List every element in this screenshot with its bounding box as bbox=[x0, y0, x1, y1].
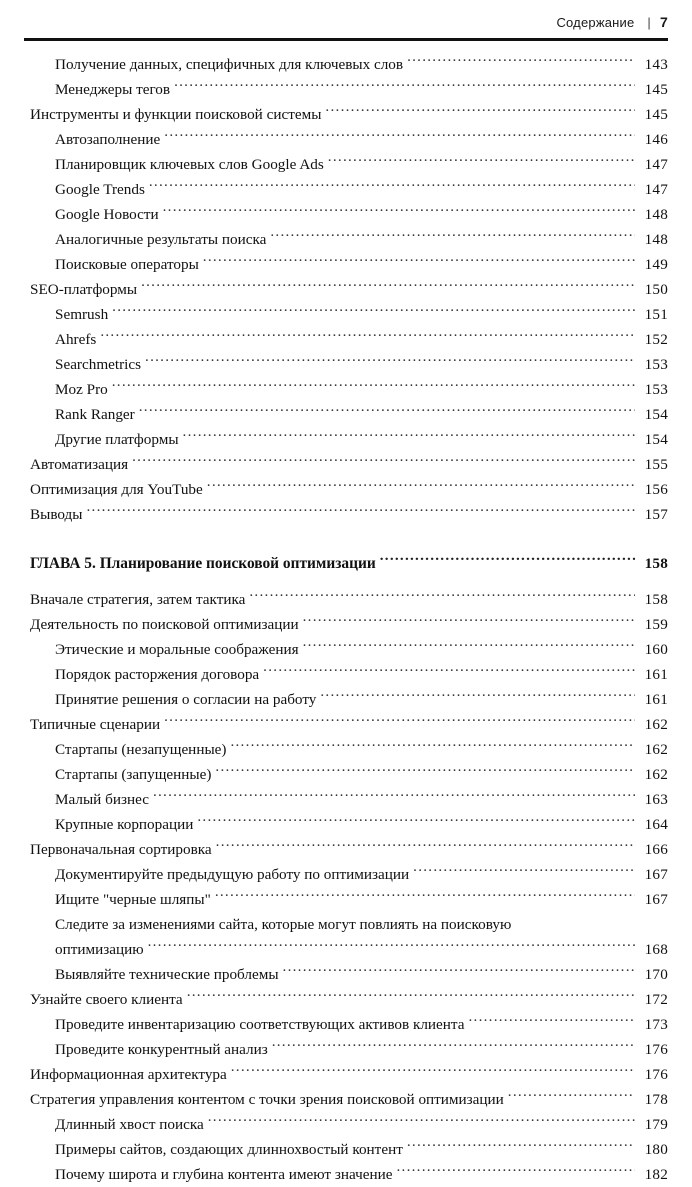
toc-entry-title: Стартапы (запущенные) bbox=[55, 766, 212, 783]
dot-leader bbox=[230, 739, 635, 754]
toc-entry-page-number: 176 bbox=[644, 1041, 668, 1058]
dot-leader bbox=[164, 714, 635, 729]
dot-leader bbox=[148, 939, 635, 954]
toc-entry-title: Узнайте своего клиента bbox=[30, 991, 183, 1008]
toc-entry[interactable] bbox=[0, 862, 692, 887]
dot-leader bbox=[208, 1114, 635, 1129]
toc-entry-page-number: 178 bbox=[644, 1091, 668, 1108]
toc-entry-title: Информационная архитектура bbox=[30, 1066, 227, 1083]
toc-entry-page-number: 147 bbox=[644, 181, 668, 198]
toc-entry-title: Длинный хвост поиска bbox=[55, 1116, 204, 1133]
dot-leader bbox=[163, 204, 635, 219]
toc-entry-title: Ahrefs bbox=[55, 331, 97, 348]
toc-entry-page-number: 158 bbox=[644, 555, 668, 572]
dot-leader bbox=[231, 1064, 635, 1079]
toc-entry-title: Rank Ranger bbox=[55, 406, 135, 423]
toc-entry[interactable] bbox=[0, 712, 692, 737]
dot-leader bbox=[87, 504, 636, 519]
toc-entry-page-number: 160 bbox=[644, 641, 668, 658]
toc-entry-title: Google Новости bbox=[55, 206, 159, 223]
toc-entry-title: Оптимизация для YouTube bbox=[30, 481, 203, 498]
running-head-separator: | bbox=[647, 15, 651, 30]
toc-entry-page-number: 146 bbox=[644, 131, 668, 148]
toc-entry[interactable] bbox=[0, 612, 692, 637]
toc-entry-title: Крупные корпорации bbox=[55, 816, 194, 833]
toc-entry-page-number: 148 bbox=[644, 206, 668, 223]
toc-entry[interactable] bbox=[0, 127, 692, 152]
toc-entry[interactable] bbox=[0, 227, 692, 252]
toc-entry-list bbox=[0, 52, 692, 1187]
toc-entry-title: Semrush bbox=[55, 306, 109, 323]
toc-entry-title: Выводы bbox=[30, 506, 83, 523]
toc-entry-title: Этические и моральные соображения bbox=[55, 641, 299, 658]
toc-entry[interactable] bbox=[0, 787, 692, 812]
dot-leader bbox=[203, 254, 635, 269]
toc-entry-page-number: 154 bbox=[644, 406, 668, 423]
toc-entry[interactable] bbox=[0, 1137, 692, 1162]
toc-entry-page-number: 162 bbox=[644, 716, 668, 733]
running-head-title: Содержание bbox=[556, 15, 635, 30]
toc-entry[interactable] bbox=[0, 887, 692, 912]
toc-entry[interactable] bbox=[0, 452, 692, 477]
toc-entry-title: Moz Pro bbox=[55, 381, 108, 398]
toc-entry-page-number: 153 bbox=[644, 356, 668, 373]
toc-entry-title: Автоматизация bbox=[30, 456, 129, 473]
dot-leader bbox=[303, 614, 635, 629]
running-head bbox=[24, 14, 668, 36]
header-divider bbox=[24, 38, 668, 41]
toc-entry-title-line1: Следите за изменениями сайта, которые могут повлиять на поисковую bbox=[55, 916, 512, 933]
toc-entry-page-number: 167 bbox=[644, 891, 668, 908]
dot-leader bbox=[407, 1139, 635, 1154]
toc-entry-title: Документируйте предыдущую работу по оптимизации bbox=[55, 866, 410, 883]
toc-entry-page-number: 149 bbox=[644, 256, 668, 273]
toc-entry-page-number: 145 bbox=[644, 81, 668, 98]
dot-leader bbox=[216, 839, 635, 854]
toc-entry-page-number: 145 bbox=[644, 106, 668, 123]
toc-entry-page-number: 162 bbox=[644, 741, 668, 758]
dot-leader bbox=[100, 329, 635, 344]
toc-entry-title: Порядок расторжения договора bbox=[55, 666, 260, 683]
toc-chapter-entry[interactable] bbox=[0, 551, 692, 576]
toc-entry[interactable] bbox=[0, 637, 692, 662]
dot-leader bbox=[215, 764, 635, 779]
toc-entry-title: Поисковые операторы bbox=[55, 256, 199, 273]
toc-entry[interactable] bbox=[0, 52, 692, 77]
toc-entry-title: Типичные сценарии bbox=[30, 716, 161, 733]
toc-entry-title: Google Trends bbox=[55, 181, 145, 198]
toc-entry[interactable] bbox=[0, 277, 692, 302]
dot-leader bbox=[174, 79, 635, 94]
dot-leader bbox=[112, 304, 635, 319]
toc-entry-title: Проведите конкурентный анализ bbox=[55, 1041, 268, 1058]
toc-entry-title: Менеджеры тегов bbox=[55, 81, 171, 98]
toc-entry-page-number: 161 bbox=[644, 666, 668, 683]
dot-leader bbox=[283, 964, 635, 979]
toc-entry[interactable] bbox=[0, 77, 692, 102]
toc-entry[interactable] bbox=[0, 587, 692, 612]
toc-entry-title: Планировщик ключевых слов Google Ads bbox=[55, 156, 324, 173]
toc-entry-page-number: 172 bbox=[644, 991, 668, 1008]
dot-leader bbox=[132, 454, 635, 469]
toc-entry-page-number: 173 bbox=[644, 1016, 668, 1033]
toc-entry[interactable] bbox=[0, 1012, 692, 1037]
dot-leader bbox=[183, 429, 635, 444]
toc-entry-title: Малый бизнес bbox=[55, 791, 149, 808]
dot-leader bbox=[272, 1039, 635, 1054]
toc-entry-title: Ищите "черные шляпы" bbox=[55, 891, 211, 908]
toc-entry[interactable] bbox=[0, 1037, 692, 1062]
toc-entry-title: Первоначальная сортировка bbox=[30, 841, 212, 858]
toc-entry-title: Деятельность по поисковой оптимизации bbox=[30, 616, 299, 633]
toc-entry-title: Выявляйте технические проблемы bbox=[55, 966, 279, 983]
toc-entry[interactable] bbox=[0, 152, 692, 177]
toc-entry[interactable] bbox=[0, 427, 692, 452]
toc-entry-page-number: 163 bbox=[644, 791, 668, 808]
toc-entry-title: Получение данных, специфичных для ключевых слов bbox=[55, 56, 404, 73]
toc-entry[interactable] bbox=[0, 812, 692, 837]
dot-leader bbox=[149, 179, 635, 194]
toc-entry[interactable] bbox=[0, 377, 692, 402]
toc-entry-page-number: 162 bbox=[644, 766, 668, 783]
toc-entry-title: Вначале стратегия, затем тактика bbox=[30, 591, 246, 608]
toc-entry-page-number: 152 bbox=[644, 331, 668, 348]
toc-entry-page-number: 170 bbox=[644, 966, 668, 983]
toc-entry-title: Почему широта и глубина контента имеют значение bbox=[55, 1166, 393, 1183]
toc-entry[interactable] bbox=[0, 1062, 692, 1087]
dot-leader bbox=[215, 889, 635, 904]
toc-entry-title: SEO-платформы bbox=[30, 281, 138, 298]
toc-entry-page-number: 148 bbox=[644, 231, 668, 248]
toc-entry[interactable] bbox=[0, 352, 692, 377]
toc-entry-page-number: 161 bbox=[644, 691, 668, 708]
toc-entry-page-number: 157 bbox=[644, 506, 668, 523]
toc-entry[interactable] bbox=[0, 1087, 692, 1112]
toc-entry-page-number: 180 bbox=[644, 1141, 668, 1158]
dot-leader bbox=[145, 354, 635, 369]
toc-entry[interactable] bbox=[0, 477, 692, 502]
toc-entry-title: Проведите инвентаризацию соответствующих активов клиента bbox=[55, 1016, 465, 1033]
toc-entry-page-number: 176 bbox=[644, 1066, 668, 1083]
toc-entry-page-number: 151 bbox=[644, 306, 668, 323]
running-head-page-number: 7 bbox=[660, 14, 668, 30]
dot-leader bbox=[270, 229, 635, 244]
toc-entry-page-number: 155 bbox=[644, 456, 668, 473]
toc-entry-title: Инструменты и функции поисковой системы bbox=[30, 106, 322, 123]
toc-entry[interactable] bbox=[0, 102, 692, 127]
dot-leader bbox=[187, 989, 635, 1004]
toc-entry-title: Стратегия управления контентом с точки зрения поисковой оптимизации bbox=[30, 1091, 504, 1108]
dot-leader bbox=[508, 1089, 635, 1104]
toc-entry-page-number: 179 bbox=[644, 1116, 668, 1133]
toc-entry[interactable] bbox=[0, 202, 692, 227]
dot-leader bbox=[468, 1014, 635, 1029]
toc-entry-page-number: 143 bbox=[644, 56, 668, 73]
dot-leader bbox=[407, 54, 635, 69]
toc-entry[interactable] bbox=[0, 1162, 692, 1187]
toc-entry-page-number: 153 bbox=[644, 381, 668, 398]
toc-entry[interactable] bbox=[0, 912, 692, 962]
toc-entry[interactable] bbox=[0, 502, 692, 527]
toc-entry[interactable] bbox=[0, 737, 692, 762]
dot-leader bbox=[197, 814, 635, 829]
toc-entry[interactable] bbox=[0, 687, 692, 712]
toc-entry-title-line2: оптимизацию bbox=[55, 941, 144, 958]
toc-entry-title: Принятие решения о согласии на работу bbox=[55, 691, 317, 708]
toc-entry-page-number: 158 bbox=[644, 591, 668, 608]
toc-entry[interactable] bbox=[0, 662, 692, 687]
toc-entry[interactable] bbox=[0, 962, 692, 987]
dot-leader bbox=[328, 154, 635, 169]
dot-leader bbox=[263, 664, 635, 679]
dot-leader bbox=[153, 789, 635, 804]
toc-entry-page-number: 167 bbox=[644, 866, 668, 883]
toc-entry-title: Стартапы (незапущенные) bbox=[55, 741, 227, 758]
toc-entry[interactable] bbox=[0, 1112, 692, 1137]
dot-leader bbox=[396, 1164, 635, 1179]
toc-entry[interactable] bbox=[0, 177, 692, 202]
dot-leader bbox=[112, 379, 635, 394]
toc-entry-page-number: 168 bbox=[644, 941, 668, 958]
toc-entry-title: Примеры сайтов, создающих длиннохвостый контент bbox=[55, 1141, 403, 1158]
dot-leader bbox=[413, 864, 635, 879]
dot-leader bbox=[303, 639, 635, 654]
toc-entry-page-number: 147 bbox=[644, 156, 668, 173]
toc-entry[interactable] bbox=[0, 302, 692, 327]
toc-entry[interactable] bbox=[0, 327, 692, 352]
toc-entry[interactable] bbox=[0, 252, 692, 277]
toc-entry-page-number: 159 bbox=[644, 616, 668, 633]
toc-entry-title: Другие платформы bbox=[55, 431, 179, 448]
toc-entry-page-number: 150 bbox=[644, 281, 668, 298]
toc-entry[interactable] bbox=[0, 762, 692, 787]
toc-entry-page-number: 182 bbox=[644, 1166, 668, 1183]
dot-leader bbox=[325, 104, 635, 119]
dot-leader bbox=[141, 279, 635, 294]
toc-entry-line2 bbox=[55, 937, 668, 962]
toc-entry-page-number: 156 bbox=[644, 481, 668, 498]
dot-leader bbox=[164, 129, 635, 144]
dot-leader bbox=[249, 589, 635, 604]
toc-entry[interactable] bbox=[0, 837, 692, 862]
toc-entry-title: ГЛАВА 5. Планирование поисковой оптимизации bbox=[30, 555, 376, 572]
toc-entry-title: Автозаполнение bbox=[55, 131, 161, 148]
toc-entry[interactable] bbox=[0, 402, 692, 427]
dot-leader bbox=[380, 553, 635, 568]
dot-leader bbox=[207, 479, 635, 494]
toc-entry-title: Searchmetrics bbox=[55, 356, 142, 373]
toc-entry-page-number: 164 bbox=[644, 816, 668, 833]
toc-entry-page-number: 154 bbox=[644, 431, 668, 448]
dot-leader bbox=[320, 689, 635, 704]
toc-entry-title: Аналогичные результаты поиска bbox=[55, 231, 267, 248]
toc-entry-page-number: 166 bbox=[644, 841, 668, 858]
dot-leader bbox=[139, 404, 635, 419]
